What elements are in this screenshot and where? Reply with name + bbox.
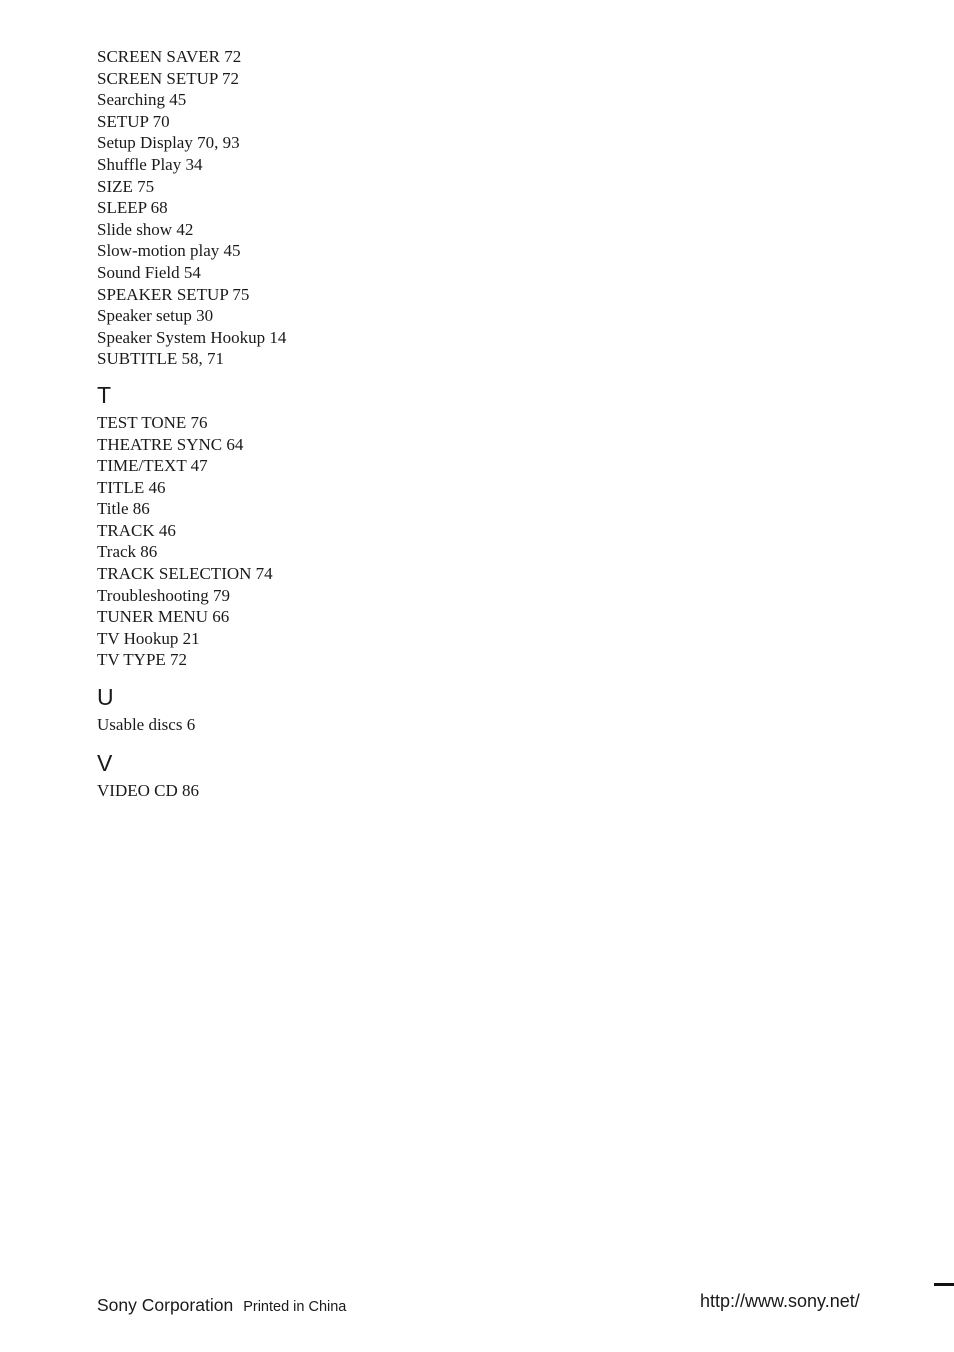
index-entry: SUBTITLE 58, 71 — [97, 349, 225, 369]
section-letter-t: T — [97, 381, 112, 408]
index-entry: TEST TONE 76 — [97, 412, 208, 432]
index-entry: Title 86 — [97, 499, 150, 519]
index-entry: Shuffle Play 34 — [97, 154, 203, 174]
index-entry: Track 86 — [97, 542, 158, 562]
index-entry: TITLE 46 — [97, 477, 166, 497]
index-entries-s — [97, 46, 517, 370]
index-entry: SETUP 70 — [97, 111, 170, 131]
index-entry: Searching 45 — [97, 90, 187, 110]
index-section-u — [97, 684, 517, 736]
index-entry: Sound Field 54 — [97, 262, 201, 282]
index-entry: Troubleshooting 79 — [97, 585, 231, 605]
index-entry: SPEAKER SETUP 75 — [97, 284, 250, 304]
index-page — [97, 46, 517, 801]
index-section-t — [97, 382, 517, 671]
index-entry: SIZE 75 — [97, 176, 155, 196]
footer-imprint — [97, 1295, 346, 1316]
index-entry: Speaker System Hookup 14 — [97, 327, 287, 347]
index-entry: Slow-motion play 45 — [97, 241, 241, 261]
index-entry: TUNER MENU 66 — [97, 607, 230, 627]
index-section-s — [97, 46, 517, 370]
index-entry: Usable discs 6 — [97, 715, 196, 735]
index-entry: SCREEN SAVER 72 — [97, 47, 242, 66]
index-entry: TRACK SELECTION 74 — [97, 564, 273, 584]
index-entry: THEATRE SYNC 64 — [97, 434, 244, 454]
section-letter-u: U — [97, 684, 114, 711]
index-entry: SLEEP 68 — [97, 198, 168, 218]
index-entries-u — [97, 714, 517, 736]
company-name: Sony Corporation — [97, 1295, 234, 1315]
website-url: http://www.sony.net/ — [700, 1291, 860, 1311]
index-entry: SCREEN SETUP 72 — [97, 68, 240, 88]
index-entry: Slide show 42 — [97, 219, 194, 239]
page-edge-mark — [934, 1283, 954, 1286]
index-entries-t — [97, 412, 517, 671]
index-entry: TV Hookup 21 — [97, 628, 200, 648]
index-entry: TRACK 46 — [97, 520, 176, 540]
index-entry: Speaker setup 30 — [97, 306, 214, 326]
index-entry: TIME/TEXT 47 — [97, 456, 208, 476]
index-section-v — [97, 750, 517, 802]
index-entries-v — [97, 780, 517, 802]
printed-in: Printed in China — [243, 1299, 347, 1315]
index-entry: TV TYPE 72 — [97, 650, 188, 670]
index-entry: Setup Display 70, 93 — [97, 133, 240, 153]
section-letter-v: V — [97, 749, 113, 776]
index-entry: VIDEO CD 86 — [97, 780, 199, 800]
